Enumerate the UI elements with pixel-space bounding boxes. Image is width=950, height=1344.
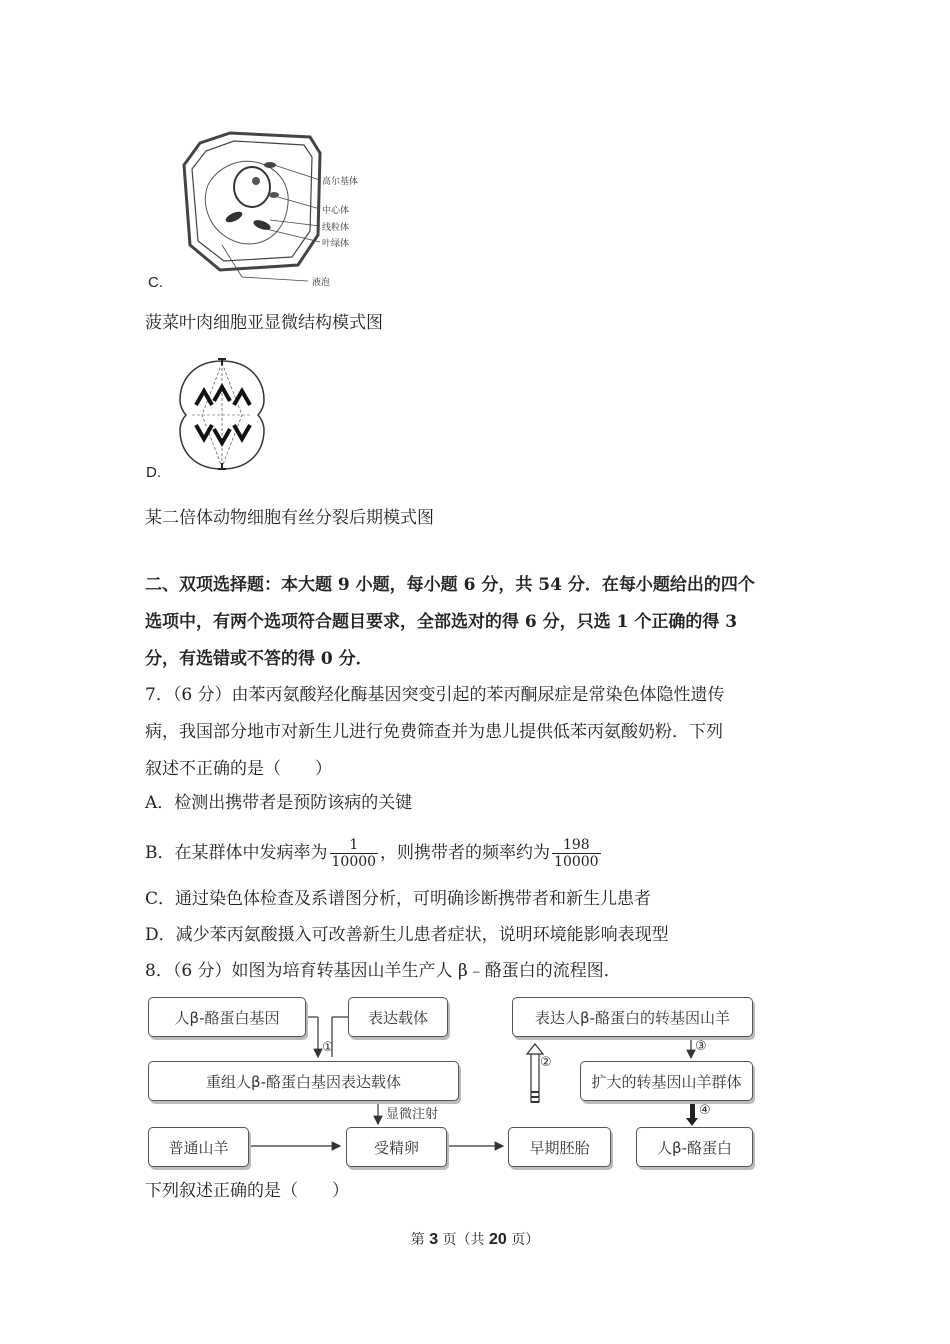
flow-step-4: ④: [699, 1103, 711, 1118]
option-c-letter: C.: [148, 274, 163, 291]
option-d-caption: 某二倍体动物细胞有丝分裂后期模式图: [145, 508, 434, 528]
flow-box-early-embryo: 早期胚胎: [508, 1127, 611, 1167]
flow-box-transgenic-goat: 表达人β-酪蛋白的转基因山羊: [512, 997, 753, 1037]
q7-option-a: A．检测出携带者是预防该病的关键: [145, 793, 413, 813]
footer-pre: 第: [410, 1232, 430, 1248]
section2-line2: 选项中，有两个选项符合题目要求，全部选对的得 6 分，只选 1 个正确的得 3: [145, 612, 738, 632]
footer-post: 页）: [506, 1232, 540, 1248]
flow-box-casein-gene: 人β-酪蛋白基因: [148, 997, 306, 1037]
flow-step-2: ②: [540, 1055, 552, 1070]
q7-option-d: D．减少苯丙氨酸摄入可改善新生儿患者症状，说明环境能影响表现型: [145, 925, 669, 945]
flow-step-1: ①: [322, 1040, 334, 1055]
fig-label-golgi: 高尔基体: [322, 177, 359, 187]
flow-box-ordinary-goat: 普通山羊: [148, 1127, 249, 1167]
footer-mid: 页（共: [438, 1232, 489, 1248]
q7-line1: 7．（6 分）由苯丙氨酸羟化酶基因突变引起的苯丙酮尿症是常染色体隐性遗传: [145, 685, 725, 705]
flow-microinjection-label: 显微注射: [386, 1107, 439, 1122]
q7-line3: 叙述不正确的是（ ）: [145, 759, 332, 779]
q7-option-b-middle: ，则携带者的频率约为: [380, 843, 551, 863]
flow-box-recombinant-vector: 重组人β-酪蛋白基因表达载体: [148, 1061, 459, 1101]
flow-box-fertilized-egg: 受精卵: [346, 1127, 447, 1167]
q7-option-b-prefix: B．在某群体中发病率为: [145, 843, 328, 863]
flow-box-goat-population: 扩大的转基因山羊群体: [580, 1061, 753, 1101]
flow-box-expression-vector: 表达载体: [348, 997, 448, 1037]
option-c-caption: 菠菜叶肉细胞亚显微结构模式图: [145, 313, 383, 333]
q8-question: 下列叙述正确的是（ ）: [145, 1181, 349, 1201]
frac2-numerator: 198: [552, 837, 601, 854]
option-d-letter: D.: [146, 464, 161, 481]
page-footer: [0, 1230, 950, 1250]
section2-line1: 二、双项选择题：本大题 9 小题，每小题 6 分，共 54 分．在每小题给出的四个: [145, 575, 755, 595]
fig-label-mitochondria: 线粒体: [322, 223, 350, 233]
q7-line2: 病，我国部分地市对新生儿进行免费筛查并为患儿提供低苯丙氨酸奶粉．下列: [145, 722, 723, 742]
flow-step-3: ③: [695, 1039, 707, 1054]
frac1-denominator: 10000: [331, 854, 377, 870]
section2-line3: 分，有选错或不答的得 0 分．: [145, 649, 373, 669]
flow-box-casein-protein: 人β-酪蛋白: [636, 1127, 753, 1167]
fig-label-centrosome: 中心体: [322, 206, 350, 216]
frac1-numerator: 1: [330, 837, 379, 854]
footer-page-number: 3: [429, 1231, 439, 1248]
fig-label-vacuole: 液泡: [312, 278, 331, 288]
q8-line1: 8．（6 分）如图为培育转基因山羊生产人 β﹣酪蛋白的流程图．: [145, 961, 621, 981]
footer-total-pages: 20: [489, 1231, 507, 1248]
fig-label-chloroplast: 叶绿体: [322, 239, 350, 249]
q7-option-c: C．通过染色体检查及系谱图分析，可明确诊断携带者和新生儿患者: [145, 889, 652, 909]
frac2-denominator: 10000: [554, 854, 599, 870]
